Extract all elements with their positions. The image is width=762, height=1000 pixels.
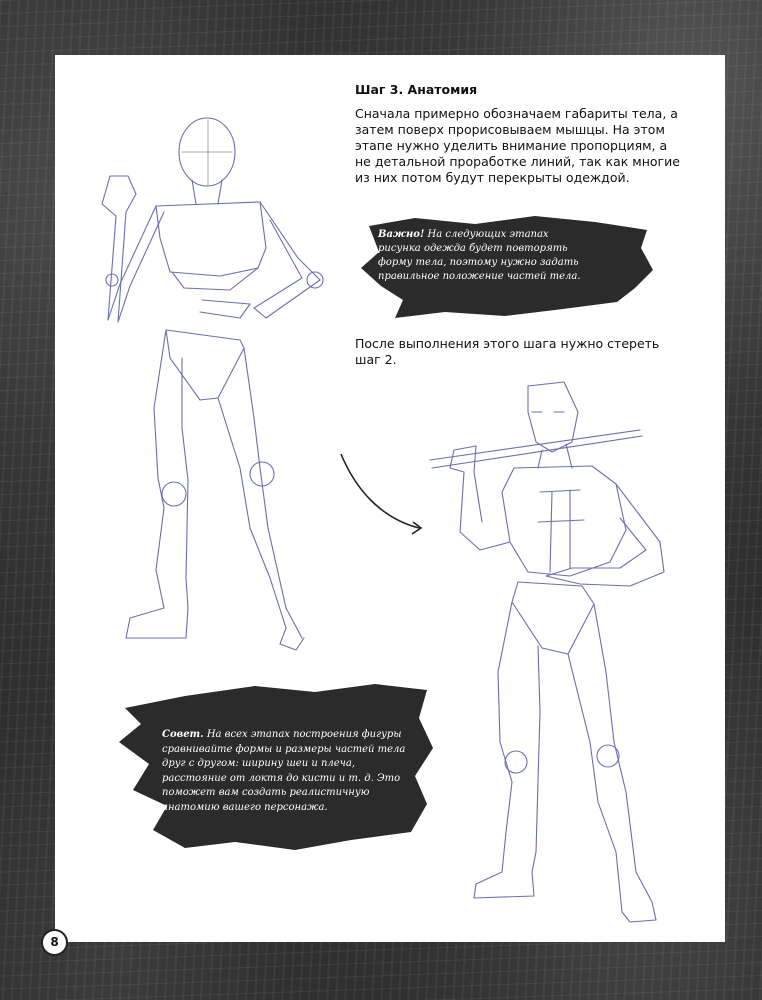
tip-text [162,728,407,815]
step-heading: Шаг 3. Анатомия [355,82,478,97]
intro-paragraph: Сначала примерно обозначаем габариты тела, а затем поверх прорисовываем мышцы. На этом этапе нужно уделить внимание пропорциям, а не детальной проработке линий, так как многие из них потом будут перекрыты одеждой. [355,106,680,185]
tip-body: На всех этапах построения фигуры сравнивайте формы и размеры частей тела друг с другом: ширину шеи и плеча, расстояние от локтя до кисти и т. д. Это поможет вам создать реалистичную анатомию вашего персонажа. [162,729,406,813]
mannequin-sketch [90,108,340,658]
note-title: Важно! [378,229,425,240]
note-body: На следующих этапах рисунка одежда будет повторять форму тела, поэтому нужно задать правильное положение частей тела. [378,229,581,282]
anatomy-sketch [420,372,670,932]
page-number: 8 [41,929,68,956]
note-text [378,228,588,284]
tip-title: Совет. [162,729,204,740]
after-step-paragraph: После выполнения этого шага нужно стереть шаг 2. [355,336,660,367]
direction-arrow [335,448,430,538]
